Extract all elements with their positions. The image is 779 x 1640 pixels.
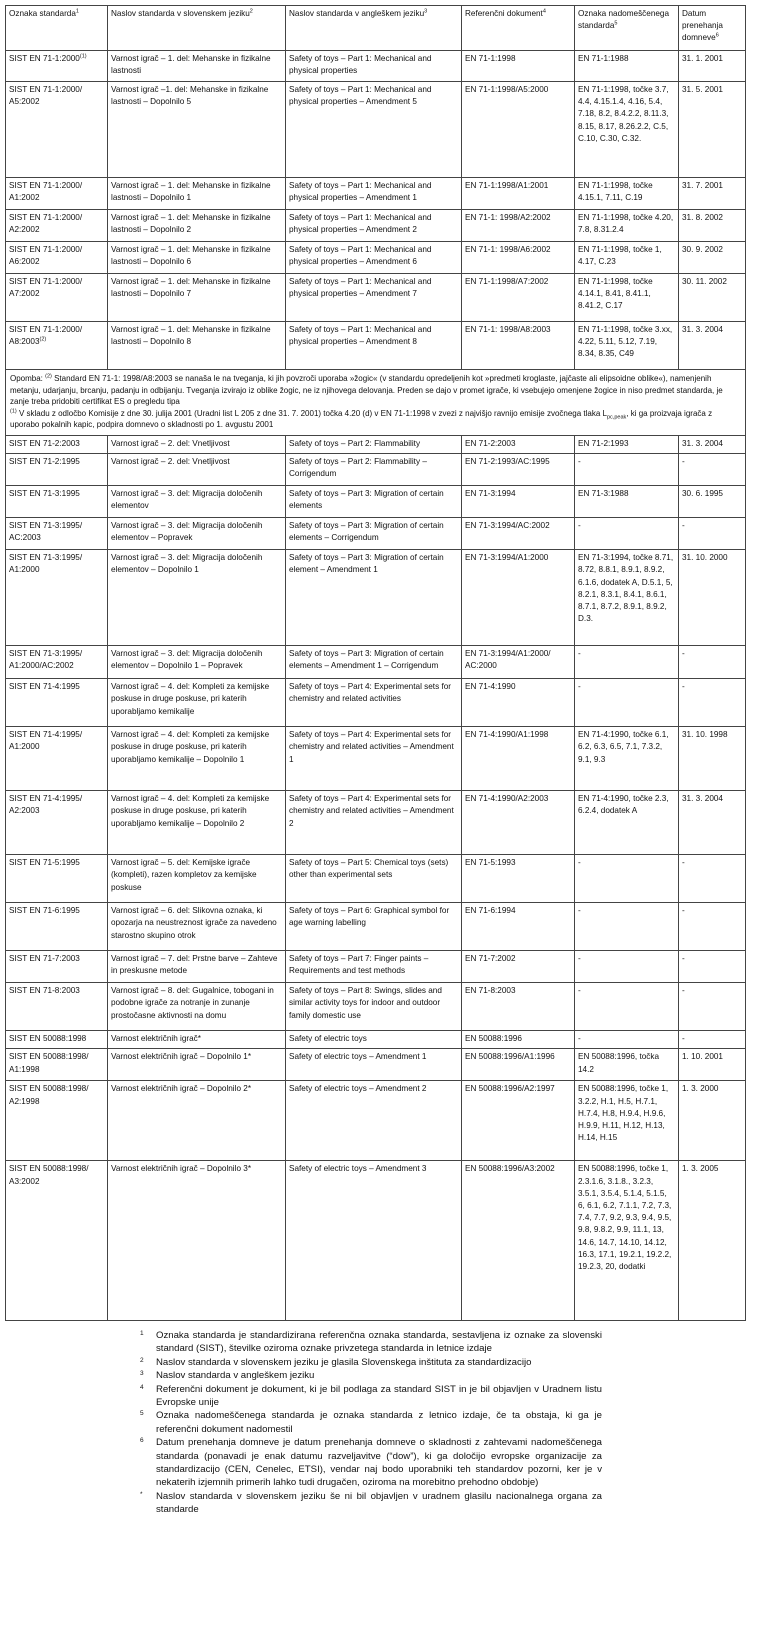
table-row	[6, 679, 746, 727]
cell-sl: Varnost igrač – 1. del: Mehanske in fizikalne lastnosti	[108, 51, 286, 82]
footnote-mark: *	[140, 1490, 143, 1498]
cell-date: 31. 10. 1998	[679, 727, 746, 791]
cell-sl: Varnost igrač – 1. del: Mehanske in fizikalne lastnosti – Dopolnilo 2	[108, 210, 286, 242]
cell-replaced: EN 71-4:1990, točke 6.1, 6.2, 6.3, 6.5, 7.1, 7.3.2, 9.1, 9.3	[575, 727, 679, 791]
cell-sl: Varnost igrač – 4. del: Kompleti za kemijske poskuse in druge poskuse, pri katerih uporabljamo kemikalije – Dopolnilo 1	[108, 727, 286, 791]
cell-code: SIST EN 50088:1998	[6, 1031, 108, 1049]
cell-en: Safety of toys – Part 1: Mechanical and physical properties – Amendment 7	[286, 274, 462, 322]
cell-ref: EN 71-3:1994/A1:2000/ AC:2000	[462, 646, 575, 679]
footnote-text: Naslov standarda v slovenskem jeziku je glasila Slovenskega inštituta za standardizacijo	[156, 1356, 532, 1368]
cell-replaced: EN 50088:1996, točka 14.2	[575, 1049, 679, 1081]
cell-en: Safety of toys – Part 4: Experimental sets for chemistry and related activities – Amendment 2	[286, 791, 462, 855]
cell-en: Safety of toys – Part 5: Chemical toys (sets) other than experimental sets	[286, 855, 462, 903]
footnote-mark: 4	[140, 1383, 144, 1391]
table-row	[6, 727, 746, 791]
cell-code: SIST EN 71-3:1995	[6, 486, 108, 518]
table-row	[6, 855, 746, 903]
cell-ref: EN 71-1: 1998/A6:2002	[462, 242, 575, 274]
cell-code: SIST EN 71-1:2000/ A1:2002	[6, 178, 108, 210]
document-page	[5, 5, 745, 1516]
cell-date: 30. 9. 2002	[679, 242, 746, 274]
footnote-item	[140, 1369, 602, 1382]
cell-ref: EN 71-4:1990/A1:1998	[462, 727, 575, 791]
cell-ref: EN 71-4:1990/A2:2003	[462, 791, 575, 855]
cell-ref: EN 71-5:1993	[462, 855, 575, 903]
table-row	[6, 178, 746, 210]
cell-replaced: EN 71-1:1998, točke 4.15.1, 7.11, C.19	[575, 178, 679, 210]
cell-sl: Varnost igrač – 8. del: Gugalnice, tobogani in podobne igrače za notranje in zunanje prostočasne aktivnosti na domu	[108, 983, 286, 1031]
cell-ref: EN 71-1: 1998/A2:2002	[462, 210, 575, 242]
cell-ref: EN 71-1:1998/A1:2001	[462, 178, 575, 210]
cell-sl: Varnost igrač – 2. del: Vnetljivost	[108, 435, 286, 453]
header-row	[6, 6, 746, 51]
footnote-text: Naslov standarda v angleškem jeziku	[156, 1370, 315, 1382]
cell-code: SIST EN 50088:1998/ A1:1998	[6, 1049, 108, 1081]
cell-code: SIST EN 71-4:1995/ A2:2003	[6, 791, 108, 855]
cell-replaced: EN 71-1:1998, točke 3.xx, 4.22, 5.11, 5.12, 7.19, 8.34, 8.35, C49	[575, 322, 679, 370]
cell-en: Safety of toys – Part 4: Experimental sets for chemistry and related activities	[286, 679, 462, 727]
table-row	[6, 983, 746, 1031]
cell-ref: EN 71-8:2003	[462, 983, 575, 1031]
table-row	[6, 1031, 746, 1049]
cell-code: SIST EN 71-8:2003	[6, 983, 108, 1031]
cell-date: 31. 1. 2001	[679, 51, 746, 82]
cell-replaced: -	[575, 903, 679, 951]
cell-en: Safety of electric toys	[286, 1031, 462, 1049]
cell-date: -	[679, 646, 746, 679]
cell-sl: Varnost igrač – 7. del: Prstne barve – Zahteve in preskusne metode	[108, 951, 286, 983]
cell-ref: EN 71-1:1998/A5:2000	[462, 82, 575, 178]
footnote-mark: 5	[140, 1410, 144, 1418]
cell-replaced: EN 50088:1996, točke 1, 3.2.2, H.1, H.5, H.7.1, H.7.4, H.8, H.9.4, H.9.6, H.9.9, H.11, H.12, H.13, H.14, H.15	[575, 1081, 679, 1161]
table-row	[6, 242, 746, 274]
cell-sl: Varnost igrač – 3. del: Migracija določenih elementov – Dopolnilo 1	[108, 550, 286, 646]
table-row	[6, 550, 746, 646]
footnote-item	[140, 1383, 602, 1410]
cell-date: 31. 8. 2002	[679, 210, 746, 242]
cell-ref: EN 71-3:1994/AC:2002	[462, 518, 575, 550]
footnote-text: Naslov standarda v slovenskem jeziku še ni bil objavljen v uradnem glasilu nacionalnega organa za standarde	[156, 1490, 602, 1516]
cell-code: SIST EN 71-1:2000/ A5:2002	[6, 82, 108, 178]
cell-replaced: -	[575, 1031, 679, 1049]
footnotes	[140, 1329, 602, 1517]
cell-date: -	[679, 454, 746, 486]
cell-en: Safety of toys – Part 3: Migration of certain elements – Corrigendum	[286, 518, 462, 550]
cell-sl: Varnost igrač – 4. del: Kompleti za kemijske poskuse in druge poskuse, pri katerih uporabljamo kemikalije – Dopolnilo 2	[108, 791, 286, 855]
header-date: Datum prenehanja domneve$^6$	[679, 6, 746, 51]
cell-ref: EN 71-6:1994	[462, 903, 575, 951]
cell-sl: Varnost igrač – 4. del: Kompleti za kemijske poskuse in druge poskuse, pri katerih uporabljamo kemikalije	[108, 679, 286, 727]
cell-date: -	[679, 903, 746, 951]
cell-ref: EN 71-3:1994	[462, 486, 575, 518]
cell-sl: Varnost električnih igrač – Dopolnilo 1*	[108, 1049, 286, 1081]
cell-code: SIST EN 71-4:1995/ A1:2000	[6, 727, 108, 791]
header-en-title: Naslov standarda v angleškem jeziku$^3$	[286, 6, 462, 51]
cell-en: Safety of toys – Part 6: Graphical symbol for age warning labelling	[286, 903, 462, 951]
cell-date: 31. 5. 2001	[679, 82, 746, 178]
cell-replaced: EN 71-3:1988	[575, 486, 679, 518]
cell-date: 1. 10. 2001	[679, 1049, 746, 1081]
cell-code: SIST EN 71-1:2000/ A6:2002	[6, 242, 108, 274]
header-sl-title: Naslov standarda v slovenskem jeziku$^2$	[108, 6, 286, 51]
cell-en: Safety of toys – Part 3: Migration of certain elements – Amendment 1 – Corrigendum	[286, 646, 462, 679]
header-ref-doc: Referenčni dokument$^4$	[462, 6, 575, 51]
cell-sl: Varnost igrač – 3. del: Migracija določenih elementov – Dopolnilo 1 – Popravek	[108, 646, 286, 679]
cell-sl: Varnost električnih igrač – Dopolnilo 2*	[108, 1081, 286, 1161]
footnote-mark: 3	[140, 1370, 144, 1378]
footnote-mark: 2	[140, 1356, 144, 1364]
table-row	[6, 435, 746, 453]
cell-ref: EN 71-7:2002	[462, 951, 575, 983]
table-row	[6, 210, 746, 242]
cell-sl: Varnost igrač – 3. del: Migracija določenih elementov	[108, 486, 286, 518]
footnote-item	[140, 1329, 602, 1356]
cell-date: 31. 10. 2000	[679, 550, 746, 646]
note-cell: Opomba: $^{(2)}$ Standard EN 71-1: 1998/A8:2003 se nanaša le na tveganja, ki jih povzroči uporaba »žogic« (v standardu opredeljenih kot »predmeti kroglaste, jajčaste ali elipsoidne oblike«), namenjenih metanju, udarjanju, brcanju, padanju in odbijanju. Tveganja izvirajo iz oblike žogic, ne iz njihovega delovanja. Preden se dajo v promet igrače, ki vsebujejo omenjene žogice in niso predmet standarda, je zanje treba pridobiti certifikat ES o pregledu tipa $^{(1)}$ V skladu z odločbo Komisije z dne 30. julija 2001 (Uradni list L 205 z dne 31. 7. 2001) točka 4.20 (d) v EN 71-1:1998 v zvezi z najvišjo ravnijo emisije zvočnega tlaka $L_{pc,peak}$, ki ga proizvaja igrača z uporabo pokalnih kapic, podpira domnevo o skladnosti po 1. avgustu 2001	[6, 370, 746, 436]
cell-sl: Varnost igrač – 2. del: Vnetljivost	[108, 454, 286, 486]
cell-ref: EN 50088:1996	[462, 1031, 575, 1049]
cell-replaced: -	[575, 454, 679, 486]
cell-en: Safety of toys – Part 1: Mechanical and physical properties	[286, 51, 462, 82]
cell-sl: Varnost igrač – 5. del: Kemijske igrače (kompleti), razen kompletov za kemijske poskuse	[108, 855, 286, 903]
cell-replaced: EN 71-2:1993	[575, 435, 679, 453]
cell-replaced: EN 71-1:1998, točke 4.20, 7.8, 8.31.2.4	[575, 210, 679, 242]
cell-en: Safety of toys – Part 1: Mechanical and physical properties – Amendment 8	[286, 322, 462, 370]
footnote-item	[140, 1356, 602, 1369]
cell-en: Safety of electric toys – Amendment 1	[286, 1049, 462, 1081]
cell-code: SIST EN 71-2:2003	[6, 435, 108, 453]
cell-code: SIST EN 71-3:1995/ A1:2000/AC:2002	[6, 646, 108, 679]
cell-date: 30. 6. 1995	[679, 486, 746, 518]
cell-code: SIST EN 71-1:2000$^{(1)}$	[6, 51, 108, 82]
cell-en: Safety of toys – Part 4: Experimental sets for chemistry and related activities – Amendment 1	[286, 727, 462, 791]
cell-sl: Varnost električnih igrač*	[108, 1031, 286, 1049]
table-row	[6, 518, 746, 550]
cell-code: SIST EN 71-4:1995	[6, 679, 108, 727]
footnote-text: Referenčni dokument je dokument, ki je bil podlaga za standard SIST in je bil objavljen v Uradnem listu Evropske unije	[156, 1383, 602, 1409]
cell-code: SIST EN 71-2:1995	[6, 454, 108, 486]
cell-ref: EN 71-3:1994/A1:2000	[462, 550, 575, 646]
cell-ref: EN 71-1:1998/A7:2002	[462, 274, 575, 322]
cell-sl: Varnost igrač – 1. del: Mehanske in fizikalne lastnosti – Dopolnilo 6	[108, 242, 286, 274]
cell-code: SIST EN 50088:1998/ A2:1998	[6, 1081, 108, 1161]
cell-replaced: -	[575, 855, 679, 903]
table-row	[6, 51, 746, 82]
cell-code: SIST EN 71-1:2000/ A2:2002	[6, 210, 108, 242]
footnote-text: Oznaka nadomeščenega standarda je oznaka standarda z letnico izdaje, če ta obstaja, ki ga je referenčni dokument nadomestil	[156, 1410, 602, 1435]
cell-date: 31. 3. 2004	[679, 435, 746, 453]
cell-en: Safety of toys – Part 1: Mechanical and physical properties – Amendment 6	[286, 242, 462, 274]
cell-replaced: -	[575, 679, 679, 727]
cell-code: SIST EN 71-6:1995	[6, 903, 108, 951]
cell-code: SIST EN 71-1:2000/ A8:2003$^{(2)}$	[6, 322, 108, 370]
cell-ref: EN 71-2:1993/AC:1995	[462, 454, 575, 486]
cell-date: -	[679, 983, 746, 1031]
table-row	[6, 274, 746, 322]
footnote-item	[140, 1409, 602, 1436]
cell-date: 31. 3. 2004	[679, 791, 746, 855]
cell-replaced: -	[575, 646, 679, 679]
table-row	[6, 454, 746, 486]
cell-ref: EN 50088:1996/A1:1996	[462, 1049, 575, 1081]
cell-replaced: EN 71-1:1998, točke 4.14.1, 8.41, 8.41.1, 8.41.2, C.17	[575, 274, 679, 322]
header-code: Oznaka standarda$^1$	[6, 6, 108, 51]
cell-replaced: -	[575, 951, 679, 983]
cell-code: SIST EN 50088:1998/ A3:2002	[6, 1161, 108, 1321]
cell-en: Safety of electric toys – Amendment 2	[286, 1081, 462, 1161]
cell-code: SIST EN 71-3:1995/ A1:2000	[6, 550, 108, 646]
cell-en: Safety of toys – Part 7: Finger paints – Requirements and test methods	[286, 951, 462, 983]
cell-ref: EN 71-2:2003	[462, 435, 575, 453]
cell-replaced: EN 71-1:1988	[575, 51, 679, 82]
cell-replaced: EN 71-3:1994, točke 8.71, 8.72, 8.8.1, 8.9.1, 8.9.2, 6.1.6, dodatek A, D.5.1, 5, 8.2.1, 8.3.1, 8.4.1, 8.6.1, 8.7.1, 8.7.2, 8.9.1, 8.9.2, D.3.	[575, 550, 679, 646]
cell-en: Safety of toys – Part 1: Mechanical and physical properties – Amendment 1	[286, 178, 462, 210]
cell-sl: Varnost igrač – 1. del: Mehanske in fizikalne lastnosti – Dopolnilo 1	[108, 178, 286, 210]
cell-sl: Varnost igrač – 1. del: Mehanske in fizikalne lastnosti – Dopolnilo 8	[108, 322, 286, 370]
cell-date: 1. 3. 2005	[679, 1161, 746, 1321]
cell-replaced: EN 71-4:1990, točke 2.3, 6.2.4, dodatek A	[575, 791, 679, 855]
cell-code: SIST EN 71-7:2003	[6, 951, 108, 983]
table-row	[6, 1081, 746, 1161]
cell-date: -	[679, 951, 746, 983]
cell-ref: EN 71-4:1990	[462, 679, 575, 727]
cell-date: -	[679, 679, 746, 727]
cell-date: 1. 3. 2000	[679, 1081, 746, 1161]
cell-ref: EN 71-1: 1998/A8:2003	[462, 322, 575, 370]
cell-date: 31. 7. 2001	[679, 178, 746, 210]
cell-date: -	[679, 855, 746, 903]
table-row	[6, 646, 746, 679]
table-row	[6, 82, 746, 178]
note-row	[6, 370, 746, 436]
cell-en: Safety of toys – Part 8: Swings, slides and similar activity toys for indoor and outdoor family domestic use	[286, 983, 462, 1031]
cell-code: SIST EN 71-5:1995	[6, 855, 108, 903]
cell-sl: Varnost igrač –1. del: Mehanske in fizikalne lastnosti – Dopolnilo 5	[108, 82, 286, 178]
table-row	[6, 1049, 746, 1081]
cell-replaced: EN 50088:1996, točke 1, 2.3.1.6, 3.1.8., 3.2.3, 3.5.1, 3.5.4, 5.1.4, 5.1.5, 6, 6.1, 6.2, 7.1.1, 7.2, 7.3, 7.4, 7.7, 9.2, 9.3, 9.4, 9.5, 9.8, 9.8.2, 9.9, 11.1, 13, 14.6, 14.7, 14.10, 14.12, 16.3, 17.1, 19.2.1, 19.2.2, 19.2.3, 20, dodatki	[575, 1161, 679, 1321]
cell-en: Safety of toys – Part 1: Mechanical and physical properties – Amendment 2	[286, 210, 462, 242]
cell-replaced: EN 71-1:1998, točke 3.7, 4.4, 4.15.1.4, 4.16, 5.4, 7.18, 8.2, 8.4.2.2, 8.11.3, 8.15, 8.17, 8.26.2.2, C.5, C.10, C.30, C.32.	[575, 82, 679, 178]
cell-sl: Varnost igrač – 6. del: Slikovna oznaka, ki opozarja na neustreznost igrače za navedeno starostno skupino otrok	[108, 903, 286, 951]
cell-replaced: -	[575, 983, 679, 1031]
footnote-mark: 1	[140, 1330, 144, 1337]
standards-table	[5, 5, 746, 1321]
cell-sl: Varnost igrač – 1. del: Mehanske in fizikalne lastnosti – Dopolnilo 7	[108, 274, 286, 322]
table-row	[6, 791, 746, 855]
cell-en: Safety of toys – Part 3: Migration of certain element – Amendment 1	[286, 550, 462, 646]
footnote-item	[140, 1436, 602, 1490]
cell-en: Safety of toys – Part 1: Mechanical and physical properties – Amendment 5	[286, 82, 462, 178]
cell-date: -	[679, 1031, 746, 1049]
header-replaced: Oznaka nadomeščenega standarda$^5$	[575, 6, 679, 51]
cell-en: Safety of toys – Part 2: Flammability	[286, 435, 462, 453]
cell-date: 30. 11. 2002	[679, 274, 746, 322]
footnote-text: Oznaka standarda je standardizirana referenčna oznaka standarda, sestavljena iz oznake za slovenski standard (SIST), številke oziroma oznake privzetega standarda in letnice izdaje	[156, 1330, 602, 1355]
cell-code: SIST EN 71-3:1995/ AC:2003	[6, 518, 108, 550]
cell-date: -	[679, 518, 746, 550]
cell-en: Safety of electric toys – Amendment 3	[286, 1161, 462, 1321]
cell-en: Safety of toys – Part 3: Migration of certain elements	[286, 486, 462, 518]
table-row	[6, 486, 746, 518]
cell-ref: EN 50088:1996/A3:2002	[462, 1161, 575, 1321]
footnote-item	[140, 1490, 602, 1517]
cell-code: SIST EN 71-1:2000/ A7:2002	[6, 274, 108, 322]
cell-replaced: EN 71-1:1998, točke 1, 4.17, C.23	[575, 242, 679, 274]
cell-date: 31. 3. 2004	[679, 322, 746, 370]
table-row	[6, 322, 746, 370]
cell-en: Safety of toys – Part 2: Flammability – Corrigendum	[286, 454, 462, 486]
table-row	[6, 951, 746, 983]
cell-sl: Varnost električnih igrač – Dopolnilo 3*	[108, 1161, 286, 1321]
cell-replaced: -	[575, 518, 679, 550]
cell-sl: Varnost igrač – 3. del: Migracija določenih elementov – Popravek	[108, 518, 286, 550]
cell-ref: EN 50088:1996/A2:1997	[462, 1081, 575, 1161]
footnote-mark: 6	[140, 1437, 144, 1445]
cell-ref: EN 71-1:1998	[462, 51, 575, 82]
table-row	[6, 1161, 746, 1321]
footnote-text: Datum prenehanja domneve je datum prenehanja domneve o skladnosti z zahtevami nadomeščenega standarda (ponavadi je enak datumu razveljavitve (“dow”), ki ga določijo evropske organizacije za standardizacijo (CEN, Cenelec, ETSI), vendar naj bodo uporabniki teh standardov pozorni, ker je v nekaterih izjemnih primerih lahko tudi drugačen, oziroma na morebitno prehodno obdobje)	[156, 1437, 602, 1489]
table-row	[6, 903, 746, 951]
